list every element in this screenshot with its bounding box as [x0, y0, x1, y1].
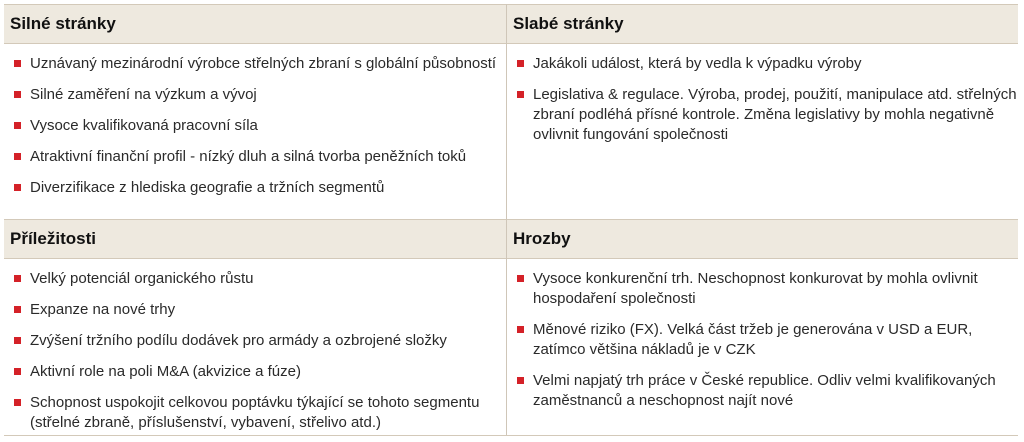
list-item: Expanze na nové trhy [4, 300, 506, 320]
opportunities-header [4, 219, 506, 259]
threats-list [507, 259, 1018, 411]
list-item: Vysoce konkurenční trh. Neschopnost konkurovat by mohla ovlivnit hospodaření společnosti [507, 269, 1018, 309]
bullet-icon [14, 399, 21, 406]
weaknesses-title: Slabé stránky [513, 14, 624, 33]
list-item: Atraktivní finanční profil - nízký dluh a silná tvorba peněžních toků [4, 147, 506, 167]
bullet-icon [517, 377, 524, 384]
bullet-icon [14, 306, 21, 313]
strengths-quadrant [4, 4, 506, 218]
opportunities-quadrant [4, 219, 506, 436]
list-item: Silné zaměření na výzkum a vývoj [4, 85, 506, 105]
bullet-icon [14, 275, 21, 282]
bullet-icon [14, 337, 21, 344]
bullet-icon [517, 60, 524, 67]
bullet-icon [517, 91, 524, 98]
bottom-rule [4, 435, 1018, 436]
weaknesses-list [507, 44, 1018, 145]
bullet-icon [14, 122, 21, 129]
bullet-icon [14, 153, 21, 160]
list-item: Legislativa & regulace. Výroba, prodej, použití, manipulace atd. střelných zbraní podléhá přísné kontrole. Změna legislativy by mohla negativně ovlivnit fungování společnosti [507, 85, 1018, 145]
list-item: Velmi napjatý trh práce v České republice. Odliv velmi kvalifikovaných zaměstnanců a neschopnost najít nové [507, 371, 1018, 411]
swot-table [4, 4, 1018, 436]
threats-header [507, 219, 1018, 259]
list-item: Uznávaný mezinárodní výrobce střelných zbraní s globální působností [4, 54, 506, 74]
strengths-header [4, 4, 506, 44]
list-item: Zvýšení tržního podílu dodávek pro armády a ozbrojené složky [4, 331, 506, 351]
bullet-icon [14, 91, 21, 98]
list-item: Diverzifikace z hlediska geografie a tržních segmentů [4, 178, 506, 198]
weaknesses-header [507, 4, 1018, 44]
threats-quadrant [507, 219, 1018, 436]
bullet-icon [14, 184, 21, 191]
list-item: Jakákoli událost, která by vedla k výpadku výroby [507, 54, 1018, 74]
list-item: Měnové riziko (FX). Velká část tržeb je generována v USD a EUR, zatímco většina nákladů je v CZK [507, 320, 1018, 360]
bullet-icon [517, 326, 524, 333]
list-item: Velký potenciál organického růstu [4, 269, 506, 289]
threats-title: Hrozby [513, 229, 571, 248]
opportunities-title: Příležitosti [10, 229, 96, 248]
weaknesses-quadrant [507, 4, 1018, 218]
strengths-list [4, 44, 506, 198]
bullet-icon [14, 60, 21, 67]
opportunities-list [4, 259, 506, 433]
list-item: Vysoce kvalifikovaná pracovní síla [4, 116, 506, 136]
strengths-title: Silné stránky [10, 14, 116, 33]
bullet-icon [517, 275, 524, 282]
list-item: Aktivní role na poli M&A (akvizice a fúze) [4, 362, 506, 382]
bullet-icon [14, 368, 21, 375]
list-item: Schopnost uspokojit celkovou poptávku týkající se tohoto segmentu (střelné zbraně, příslušenství, vybavení, střelivo atd.) [4, 393, 506, 433]
